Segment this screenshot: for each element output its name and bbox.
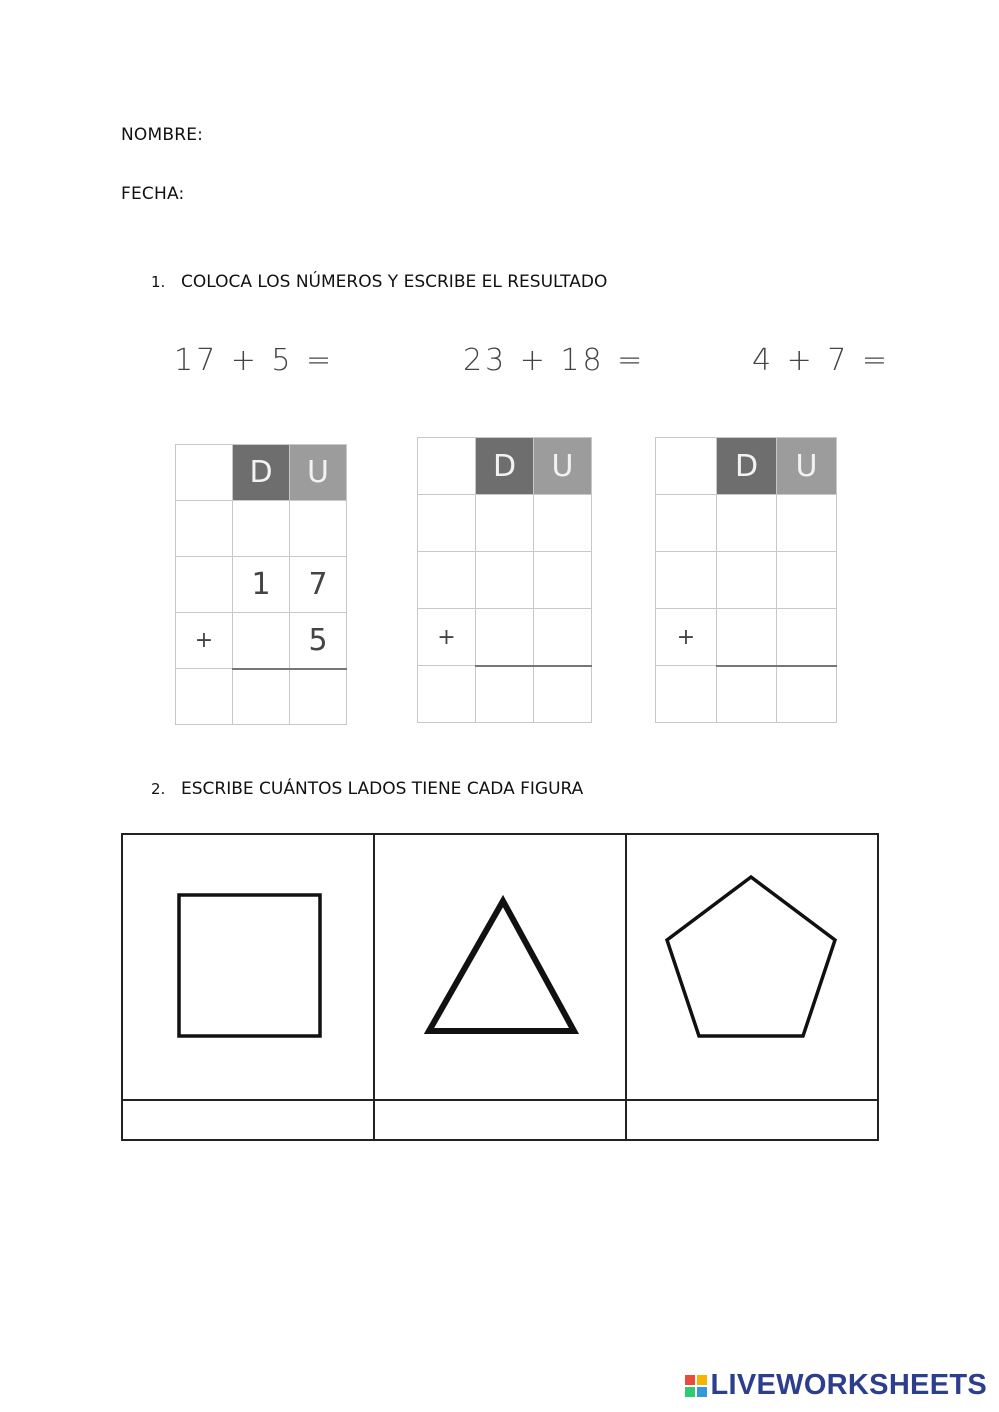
grid-cell [176, 445, 233, 501]
tens-header: D [233, 445, 290, 501]
exercise-1-heading [151, 272, 607, 292]
grid-cell [418, 495, 476, 552]
plus-sign: + [176, 613, 233, 669]
grid-cell [418, 552, 476, 609]
addend1-units-input[interactable] [777, 552, 837, 609]
result-tens-input[interactable] [233, 669, 290, 725]
carry-units-input[interactable] [290, 501, 347, 557]
place-value-grid-3 [655, 437, 837, 723]
grid-cell [176, 557, 233, 613]
addend1-units-input[interactable] [534, 552, 592, 609]
units-header: U [777, 438, 837, 495]
logo-blocks-icon [685, 1375, 707, 1397]
carry-tens-input[interactable] [717, 495, 777, 552]
exercise-1-number: 1. [151, 273, 166, 291]
grid-cell [656, 666, 717, 723]
addend1-tens: 1 [233, 557, 290, 613]
addend1-units: 7 [290, 557, 347, 613]
exercise-2-heading [151, 779, 583, 799]
name-label: NOMBRE: [121, 125, 204, 145]
shapes-table [121, 833, 879, 1141]
units-header: U [290, 445, 347, 501]
liveworksheets-logo [685, 1369, 988, 1402]
place-value-grid-2 [417, 437, 592, 723]
result-units-input[interactable] [534, 666, 592, 723]
result-units-input[interactable] [777, 666, 837, 723]
expression-2: 23 + 18 = [463, 343, 646, 378]
shape-cell-triangle [374, 834, 626, 1100]
addend2-units: 5 [290, 613, 347, 669]
grid-cell [656, 495, 717, 552]
square-icon [123, 835, 373, 1095]
carry-tens-input[interactable] [233, 501, 290, 557]
carry-tens-input[interactable] [476, 495, 534, 552]
answer-square-input[interactable] [122, 1100, 374, 1140]
exercise-1-title: COLOCA LOS NÚMEROS Y ESCRIBE EL RESULTADO [181, 272, 608, 292]
pentagon-icon [627, 835, 877, 1095]
grid-cell [656, 438, 717, 495]
answer-pentagon-input[interactable] [626, 1100, 878, 1140]
addend2-units-input[interactable] [777, 609, 837, 666]
addend1-tens-input[interactable] [717, 552, 777, 609]
units-header: U [534, 438, 592, 495]
addend2-tens [233, 613, 290, 669]
shape-cell-pentagon [626, 834, 878, 1100]
expression-3: 4 + 7 = [752, 343, 891, 378]
place-value-grid-1 [175, 444, 347, 725]
shape-cell-square [122, 834, 374, 1100]
result-units-input[interactable] [290, 669, 347, 725]
grid-cell [176, 501, 233, 557]
addend1-tens-input[interactable] [476, 552, 534, 609]
grid-cell [176, 669, 233, 725]
date-label: FECHA: [121, 184, 185, 204]
carry-units-input[interactable] [777, 495, 837, 552]
grid-cell [418, 666, 476, 723]
plus-sign: + [418, 609, 476, 666]
result-tens-input[interactable] [476, 666, 534, 723]
exercise-2-title: ESCRIBE CUÁNTOS LADOS TIENE CADA FIGURA [181, 779, 584, 799]
carry-units-input[interactable] [534, 495, 592, 552]
addend2-units-input[interactable] [534, 609, 592, 666]
tens-header: D [476, 438, 534, 495]
grid-cell [656, 552, 717, 609]
grid-cell [418, 438, 476, 495]
exercise-2-number: 2. [151, 780, 166, 798]
tens-header: D [717, 438, 777, 495]
answer-triangle-input[interactable] [374, 1100, 626, 1140]
plus-sign: + [656, 609, 717, 666]
result-tens-input[interactable] [717, 666, 777, 723]
addend2-tens-input[interactable] [717, 609, 777, 666]
expression-1: 17 + 5 = [174, 343, 335, 378]
triangle-icon [375, 835, 625, 1095]
brand-name: LIVEWORKSHEETS [710, 1369, 987, 1401]
addend2-tens-input[interactable] [476, 609, 534, 666]
